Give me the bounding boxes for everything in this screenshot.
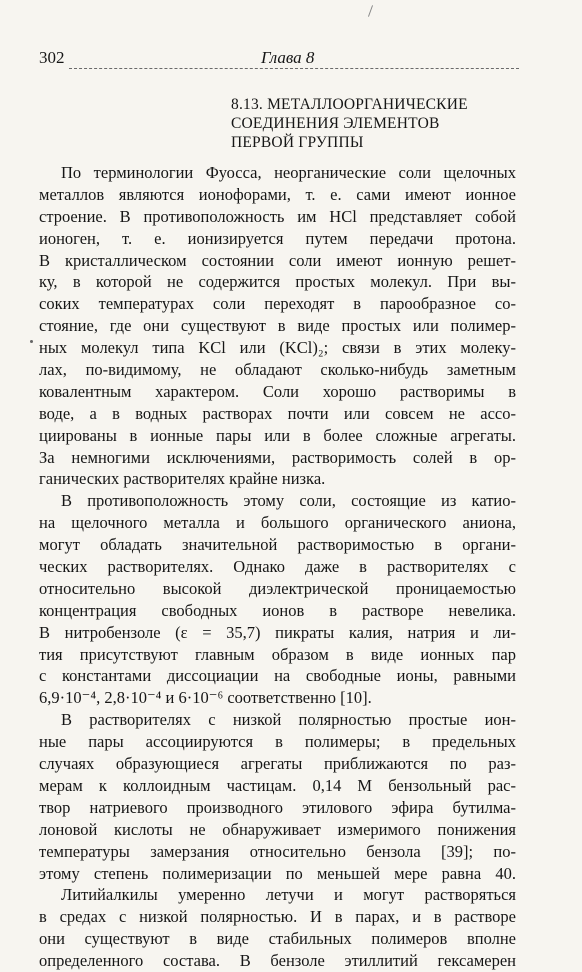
text-line: они существуют в виде стабильных полимеров вполне bbox=[39, 929, 516, 949]
margin-dot bbox=[30, 340, 33, 343]
text-line: мерам к коллоидным частицам. 0,14 М бензольный рас- bbox=[39, 775, 516, 795]
text-line: ковалентным характером. Соли хорошо растворимы в bbox=[39, 381, 516, 401]
text-line: ионоген, т. е. ионизируется путем передачи протона. bbox=[39, 228, 516, 248]
text-line: За немногими исключениями, растворимость солей в ор- bbox=[39, 447, 516, 467]
text-line: Литийалкилы умеренно летучи и могут растворяться bbox=[61, 885, 516, 905]
text-line: температуры замерзания относительно бензола [39]; по- bbox=[39, 841, 516, 861]
text-line: циированы в ионные пары или в более сложные агрегаты. bbox=[39, 425, 516, 445]
text-line: ные пары ассоциируются в полимеры; в предельных bbox=[39, 732, 516, 752]
text-line: лоновой кислоты не обнаруживает измеримого понижения bbox=[39, 819, 516, 839]
body-text bbox=[39, 162, 516, 972]
text-line: строение. В противоположность им HCl представляет собой bbox=[39, 206, 516, 226]
text-line: концентрация свободных ионов в растворе невелика. bbox=[39, 600, 516, 620]
section-title-line: ПЕРВОЙ ГРУППЫ bbox=[231, 134, 364, 151]
text-line: В нитробензоле (ε = 35,7) пикраты калия, натрия и ли- bbox=[39, 622, 516, 642]
text-line: воде, а в водных растворах почти или совсем не ассо- bbox=[39, 403, 516, 423]
text-line: ческих растворителях. Однако даже в растворителях с bbox=[39, 557, 516, 577]
stray-pen-mark bbox=[368, 5, 373, 17]
text-line: на щелочного металла и большого органического аниона, bbox=[39, 513, 516, 533]
page-number: 302 bbox=[39, 48, 65, 67]
text-line: ку, в которой не содержится простых молекул. При вы- bbox=[39, 272, 516, 292]
text-line: В растворителях с низкой полярностью простые ион- bbox=[61, 710, 516, 730]
section-title bbox=[231, 95, 531, 152]
text-line: В противоположность этому соли, состоящие из катио- bbox=[61, 491, 516, 511]
text-line: могут обладать значительной растворимостью в органи- bbox=[39, 535, 516, 555]
text-line: металлов являются ионофорами, т. е. сами имеют ионное bbox=[39, 184, 516, 204]
text-line: этому степень полимеризации по меньшей мере равна 40. bbox=[39, 863, 516, 883]
section-title-line: 8.13. МЕТАЛЛООРГАНИЧЕСКИЕ bbox=[231, 96, 468, 113]
text-line: твор натриевого производного этилового эфира бутилма- bbox=[39, 797, 516, 817]
text-line: с константами диссоциации на свободные ионы, равными bbox=[39, 666, 516, 686]
text-line: случаях образующиеся агрегаты приближаются по раз- bbox=[39, 754, 516, 774]
header-rule bbox=[69, 68, 519, 69]
running-head: Глава 8 bbox=[261, 48, 315, 67]
text-line: относительно высокой диэлектрической проницаемостью bbox=[39, 578, 516, 598]
text-line: лах, по-видимому, не обладают сколько-нибудь заметным bbox=[39, 360, 516, 380]
text-line: тия присутствуют главным образом в виде ионных пар bbox=[39, 644, 516, 664]
text-line: соких температурах соли переходят в парообразное со- bbox=[39, 294, 516, 314]
section-title-line: СОЕДИНЕНИЯ ЭЛЕМЕНТОВ bbox=[231, 115, 440, 132]
text-line: В кристаллическом состоянии соли имеют ионную решет- bbox=[39, 250, 516, 270]
text-line: 6,9·10⁻⁴, 2,8·10⁻⁴ и 6·10⁻⁶ соответственно [10]. bbox=[39, 688, 372, 708]
text-line: определенного состава. В бензоле этиллитий гексамерен bbox=[39, 951, 516, 971]
text-line: ных молекул типа KCl или (KCl)₂; связи в этих молеку- bbox=[39, 338, 516, 358]
text-line: стояние, где они существуют в виде простых или полимер- bbox=[39, 316, 516, 336]
text-line: ганических растворителях крайне низка. bbox=[39, 469, 326, 489]
page-header bbox=[39, 48, 519, 70]
text-line: в средах с низкой полярностью. И в парах, и в растворе bbox=[39, 907, 516, 927]
text-line: По терминологии Фуосса, неорганические соли щелочных bbox=[61, 163, 516, 182]
